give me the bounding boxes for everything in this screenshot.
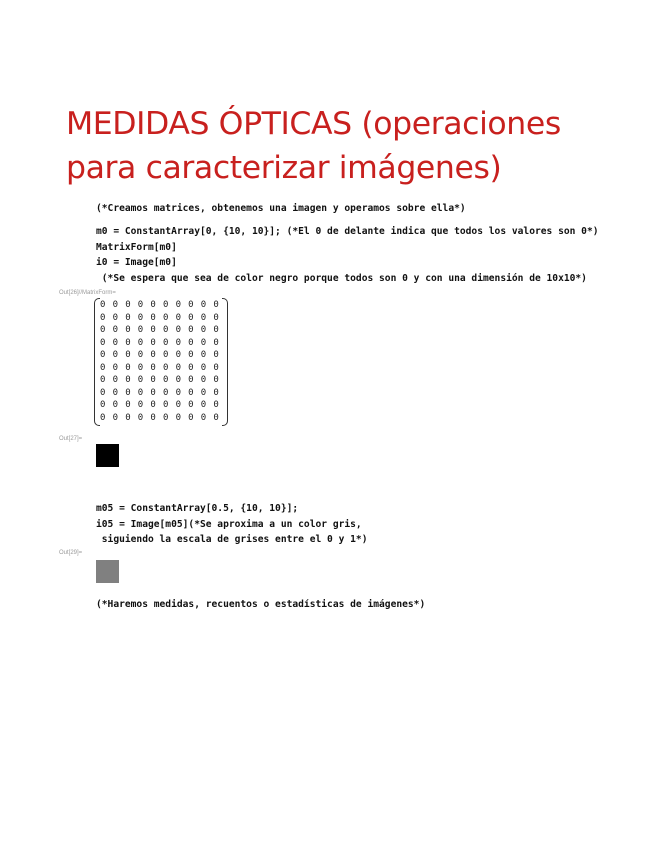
matrix-cell: 0 (112, 312, 119, 323)
matrix-cell: 0 (213, 400, 219, 411)
matrix-cell: 0 (150, 387, 156, 398)
matrix-cell: 0 (137, 312, 144, 323)
black-image-output (96, 444, 119, 467)
matrix-row (100, 399, 226, 412)
matrix-cell: 0 (112, 300, 119, 311)
matrix-cell: 0 (162, 325, 169, 336)
matrix-cell: 0 (137, 362, 144, 373)
matrix-cell: 0 (137, 350, 144, 361)
matrix-cell: 0 (188, 387, 194, 398)
matrix-cell: 0 (100, 325, 106, 336)
matrix-cell: 0 (213, 337, 219, 348)
matrix-cell: 0 (188, 325, 194, 336)
matrix-cell: 0 (150, 375, 156, 386)
matrix-cell: 0 (137, 300, 144, 311)
input-i0[interactable]: i0 = Image[m0] (96, 257, 177, 268)
matrix-cell: 0 (175, 362, 181, 373)
matrix-row (100, 412, 226, 425)
comment-create-matrices[interactable]: (*Creamos matrices, obtenemos una imagen y operamos sobre ella*) (96, 203, 466, 214)
matrix-cell: 0 (188, 412, 194, 423)
matrix-cell: 0 (200, 387, 207, 398)
matrix-row (100, 312, 226, 325)
matrix-cell: 0 (100, 350, 106, 361)
matrix-cell: 0 (175, 400, 181, 411)
matrix-cell: 0 (100, 375, 106, 386)
matrix-cell: 0 (112, 412, 119, 423)
matrix-cell: 0 (213, 312, 219, 323)
input-i05[interactable]: i05 = Image[m05](*Se aproxima a un color gris, (96, 518, 362, 530)
matrix-row (100, 324, 226, 337)
output-label-26: Out[26]//MatrixForm= (59, 290, 116, 296)
input-m05[interactable]: m05 = ConstantArray[0.5, {10, 10}]; (96, 503, 299, 514)
matrix-cell: 0 (200, 312, 207, 323)
matrix-cell: 0 (175, 325, 181, 336)
matrix-cell: 0 (162, 387, 169, 398)
matrix-cell: 0 (150, 362, 156, 373)
input-m0[interactable]: m0 = ConstantArray[0, {10, 10}]; (*El 0 de delante indica que todos los valores son 0*) (96, 226, 599, 237)
comment-i0[interactable]: (*Se espera que sea de color negro porque todos son 0 y con una dimensión de 10x10*) (96, 272, 587, 284)
matrix-cell: 0 (125, 350, 131, 361)
matrix-cell: 0 (162, 300, 169, 311)
matrix-cell: 0 (175, 300, 181, 311)
comment-final[interactable]: (*Haremos medidas, recuentos o estadísticas de imágenes*) (96, 599, 426, 610)
matrix-cell: 0 (125, 400, 131, 411)
matrix-cell: 0 (162, 375, 169, 386)
matrix-cell: 0 (175, 350, 181, 361)
matrix-cell: 0 (137, 412, 144, 423)
matrix-cell: 0 (100, 300, 106, 311)
matrix-cell: 0 (175, 312, 181, 323)
matrix-row (100, 362, 226, 375)
matrix-cell: 0 (188, 362, 194, 373)
matrix-cell: 0 (125, 412, 131, 423)
matrix-row (100, 349, 226, 362)
matrix-cell: 0 (200, 350, 207, 361)
output-label-29: Out[29]= (59, 550, 83, 556)
matrix-cell: 0 (125, 325, 131, 336)
matrix-cell: 0 (100, 412, 106, 423)
input-i05-continuation[interactable]: siguiendo la escala de grises entre el 0 y 1*) (96, 534, 368, 545)
matrix-cell: 0 (162, 337, 169, 348)
matrix-cell: 0 (213, 375, 219, 386)
matrix-cell: 0 (200, 362, 207, 373)
matrix-row (100, 374, 226, 387)
matrix-cell: 0 (125, 337, 131, 348)
matrix-cell: 0 (200, 300, 207, 311)
matrix-cell: 0 (150, 350, 156, 361)
matrix-cell: 0 (200, 400, 207, 411)
matrix-cell: 0 (125, 387, 131, 398)
matrix-cell: 0 (162, 350, 169, 361)
matrix-cell: 0 (100, 337, 106, 348)
matrix-cell: 0 (137, 375, 144, 386)
matrix-cell: 0 (200, 412, 207, 423)
output-label-27: Out[27]= (59, 436, 83, 442)
matrix-cell: 0 (112, 387, 119, 398)
matrix-cell: 0 (112, 325, 119, 336)
matrix-cell: 0 (137, 400, 144, 411)
matrix-cell: 0 (112, 375, 119, 386)
matrix-cell: 0 (112, 350, 119, 361)
section-title: MEDIDAS ÓPTICAS (operaciones para caracterizar imágenes) (66, 106, 561, 186)
matrix-cell: 0 (162, 400, 169, 411)
matrix-cell: 0 (150, 325, 156, 336)
matrix-cell: 0 (100, 312, 106, 323)
matrix-cell: 0 (213, 350, 219, 361)
matrix-cell: 0 (213, 412, 219, 423)
matrix-cell: 0 (125, 300, 131, 311)
matrix-cell: 0 (162, 412, 169, 423)
matrix-cell: 0 (175, 387, 181, 398)
matrix-cell: 0 (150, 337, 156, 348)
matrix-cell: 0 (150, 300, 156, 311)
matrix-row (100, 387, 226, 400)
matrix-cell: 0 (125, 312, 131, 323)
matrix-output (94, 298, 228, 426)
gray-image-output (96, 560, 119, 583)
matrix-cell: 0 (188, 400, 194, 411)
matrix-cell: 0 (125, 362, 131, 373)
matrix-rows (100, 299, 226, 424)
matrix-cell: 0 (213, 325, 219, 336)
matrix-cell: 0 (112, 400, 119, 411)
matrix-cell: 0 (150, 400, 156, 411)
matrix-cell: 0 (137, 325, 144, 336)
matrix-cell: 0 (213, 387, 219, 398)
matrix-cell: 0 (150, 312, 156, 323)
matrix-cell: 0 (162, 362, 169, 373)
matrix-cell: 0 (175, 412, 181, 423)
matrix-cell: 0 (188, 337, 194, 348)
matrix-cell: 0 (137, 337, 144, 348)
input-matrixform[interactable]: MatrixForm[m0] (96, 241, 177, 253)
matrix-cell: 0 (213, 300, 219, 311)
matrix-cell: 0 (112, 362, 119, 373)
matrix-cell: 0 (100, 362, 106, 373)
matrix-row (100, 337, 226, 350)
matrix-cell: 0 (175, 337, 181, 348)
matrix-cell: 0 (137, 387, 144, 398)
matrix-cell: 0 (125, 375, 131, 386)
matrix-cell: 0 (188, 312, 194, 323)
matrix-cell: 0 (188, 350, 194, 361)
matrix-cell: 0 (188, 375, 194, 386)
matrix-row (100, 299, 226, 312)
matrix-cell: 0 (213, 362, 219, 373)
matrix-cell: 0 (200, 337, 207, 348)
matrix-cell: 0 (175, 375, 181, 386)
matrix-cell: 0 (188, 300, 194, 311)
matrix-cell: 0 (150, 412, 156, 423)
matrix-cell: 0 (100, 400, 106, 411)
matrix-cell: 0 (200, 375, 207, 386)
matrix-cell: 0 (162, 312, 169, 323)
matrix-cell: 0 (100, 387, 106, 398)
matrix-cell: 0 (200, 325, 207, 336)
matrix-cell: 0 (112, 337, 119, 348)
